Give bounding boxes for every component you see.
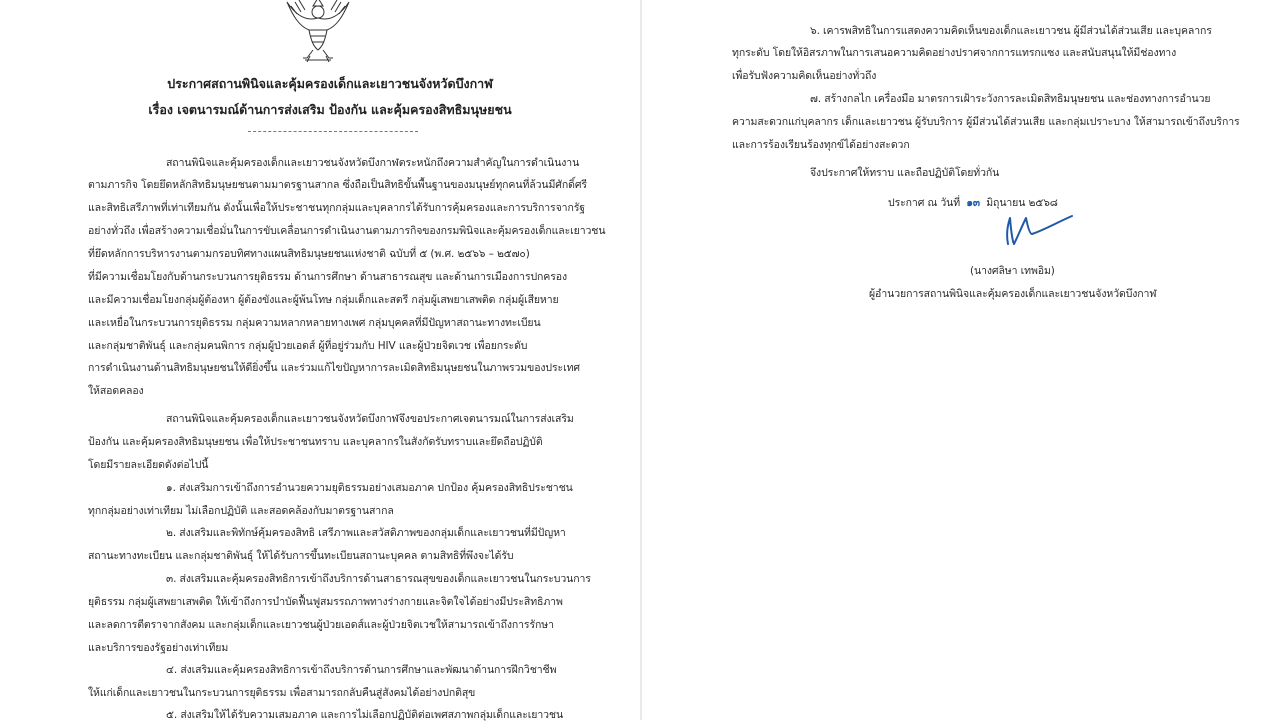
intro-line: ให้สอดคลอง [88,385,144,397]
item-5-line: ๕. ส่งเสริมให้ได้รับความเสมอภาค และการไม่เลือกปฏิบัติต่อเพศสภาพกลุ่มเด็กและเยาวชน [166,709,564,721]
item-6-line: เพื่อรับฟังความคิดเห็นอย่างทั่วถึง [732,70,877,82]
item-6-line: ๖. เคารพสิทธิในการแสดงความคิดเห็นของเด็กและเยาวชน ผู้มีส่วนได้ส่วนเสีย และบุคลากร [810,25,1212,37]
item-6-line: ทุกระดับ โดยให้อิสรภาพในการเสนอความคิดอย่างปราศจากการแทรกแซง และสนับสนุนให้มีช่องทาง [732,47,1177,59]
signer-name: (นางศลิษา เทพอิม) [970,265,1055,277]
intro-line: ที่ยึดหลักการบริหารงานตามกรอบทิศทางแผนสิทธิมนุษยชนแห่งชาติ ฉบับที่ ๕ (พ.ศ. ๒๕๖๖ – ๒๕๗๐) [88,248,530,260]
item-4-line: ๔. ส่งเสริมและคุ้มครองสิทธิการเข้าถึงบริการด้านการศึกษาและพัฒนาด้านการฝึกวิชาชีพ [166,664,557,676]
handwritten-signature-icon [1000,210,1075,252]
intro-line: ที่มีความเชื่อมโยงกับด้านกระบวนการยุติธรรม ด้านการศึกษา ด้านสาธารณสุข และด้านการเมืองการปกครอง [88,271,567,283]
closing-statement: จึงประกาศให้ทราบ และถือปฏิบัติโดยทั่วกัน [810,167,1000,179]
para2-line: โดยมีรายละเอียดดังต่อไปนี้ [88,459,209,471]
intro-line: และมีความเชื่อมโยงกลุ่มผู้ต้องหา ผู้ต้องขังและผู้พ้นโทษ กลุ่มเด็กและสตรี กลุ่มผู้เสพยาเสพติด กลุ่มผู้เสียหาย [88,294,559,306]
signer-position: ผู้อำนวยการสถานพินิจและคุ้มครองเด็กและเยาวชนจังหวัดบึงกาฬ [869,288,1157,300]
item-7-line: ๗. สร้างกลไก เครื่องมือ มาตรการเฝ้าระวังการละเมิดสิทธิมนุษยชน และช่องทางการอำนวย [810,93,1211,105]
title-divider [248,131,418,132]
para2-line: สถานพินิจและคุ้มครองเด็กและเยาวชนจังหวัดบึงกาฬจึงขอประกาศเจตนารมณ์ในการส่งเสริม [166,413,574,425]
item-3-line: ยุติธรรม กลุ่มผู้เสพยาเสพติด ให้เข้าถึงการบำบัดฟื้นฟูสมรรถภาพทางร่างกายและจิตใจได้อย่างมีประสิทธิภาพ [88,596,563,608]
item-2-line: สถานะทางทะเบียน และกลุ่มชาติพันธุ์ ให้ได้รับการขึ้นทะเบียนสถานะบุคคล ตามสิทธิที่พึงจะได้รับ [88,550,514,562]
item-7-line: ความสะดวกแก่บุคลากร เด็กและเยาวชน ผู้รับบริการ ผู้มีส่วนได้ส่วนเสีย และกลุ่มเปราะบาง ให้สามารถเข้าถึงบริการ [732,116,1240,128]
para2-line: ป้องกัน และคุ้มครองสิทธิมนุษยชน เพื่อให้ประชาชนทราบ และบุคลากรในสังกัดรับทราบและยึดถือปฏิบัติ [88,436,543,448]
item-1-line: ๑. ส่งเสริมการเข้าถึงการอำนวยความยุติธรรมอย่างเสมอภาค ปกป้อง คุ้มครองสิทธิประชาชน [166,482,573,494]
item-3-line: และลดการตีตราจากสังคม และกลุ่มเด็กและเยาวชนผู้ป่วยเอดส์และผู้ป่วยจิตเวชให้สามารถเข้าถึงการรักษา [88,619,554,631]
intro-line: ตามภารกิจ โดยยึดหลักสิทธิมนุษยชนตามมาตรฐานสากล ซึ่งถือเป็นสิทธิขั้นพื้นฐานของมนุษย์ทุกคนที่ล้วนมีศักดิ์ศรี [88,179,587,191]
intro-line: สถานพินิจและคุ้มครองเด็กและเยาวชนจังหวัดบึงกาฬตระหนักถึงความสำคัญในการดำเนินงาน [166,157,580,169]
intro-line: และสิทธิเสรีภาพที่เท่าเทียมกัน ดังนั้นเพื่อให้ประชาชนทุกกลุ่มและบุคลากรได้รับการคุ้มครองและการบริการจากรัฐ [88,202,585,214]
announcement-title: ประกาศสถานพินิจและคุ้มครองเด็กและเยาวชนจังหวัดบึงกาฬ [167,76,493,91]
intro-line: และกลุ่มชาติพันธุ์ และกลุ่มคนพิการ กลุ่มผู้ป่วยเอดส์ ผู้ที่อยู่ร่วมกับ HIV และผู้ป่วยจิตเวช เพื่อยกระดับ [88,340,528,352]
item-3-line: และบริการของรัฐอย่างเท่าเทียม [88,642,229,654]
item-4-line: ให้แก่เด็กและเยาวชนในกระบวนการยุติธรรม เพื่อสามารถกลับคืนสู่สังคมได้อย่างปกติสุข [88,687,476,699]
date-month-year: มิถุนายน ๒๕๖๘ [986,197,1058,209]
intro-line: อย่างทั่วถึง เพื่อสร้างความเชื่อมั่นในการขับเคลื่อนการดำเนินงานตามภารกิจของกรมพินิจและคุ้มครองเด็กและเยาวชน [88,225,606,237]
intro-line: การดำเนินงานด้านสิทธิมนุษยชนให้ดียิ่งขึ้น และร่วมแก้ไขปัญหาการละเมิดสิทธิมนุษยชนในภาพรวมของประเทศ [88,362,580,374]
date-prefix: ประกาศ ณ วันที่ [888,197,961,209]
item-2-line: ๒. ส่งเสริมและพิทักษ์คุ้มครองสิทธิ เสรีภาพและสวัสดิภาพของกลุ่มเด็กและเยาวชนที่มีปัญหา [166,527,566,539]
item-7-line: และการร้องเรียนร้องทุกข์ได้อย่างสะดวก [732,139,910,151]
date-day: ๑๓ [966,197,980,209]
announcement-date [888,194,1058,211]
item-1-line: ทุกกลุ่มอย่างเท่าเทียม ไม่เลือกปฏิบัติ และสอดคล้องกับมาตรฐานสากล [88,505,394,517]
intro-line: และเหยื่อในกระบวนการยุติธรรม กลุ่มความหลากหลายทางเพศ กลุ่มบุคคลที่มีปัญหาสถานะทางทะเบียน [88,317,541,329]
item-3-line: ๓. ส่งเสริมและคุ้มครองสิทธิการเข้าถึงบริการด้านสาธารณสุขของเด็กและเยาวชนในกระบวนการ [166,573,591,585]
right-page [642,0,1280,720]
garuda-emblem-icon [283,0,353,66]
announcement-subject: เรื่อง เจตนารมณ์ด้านการส่งเสริม ป้องกัน และคุ้มครองสิทธิมนุษยชน [148,102,512,117]
